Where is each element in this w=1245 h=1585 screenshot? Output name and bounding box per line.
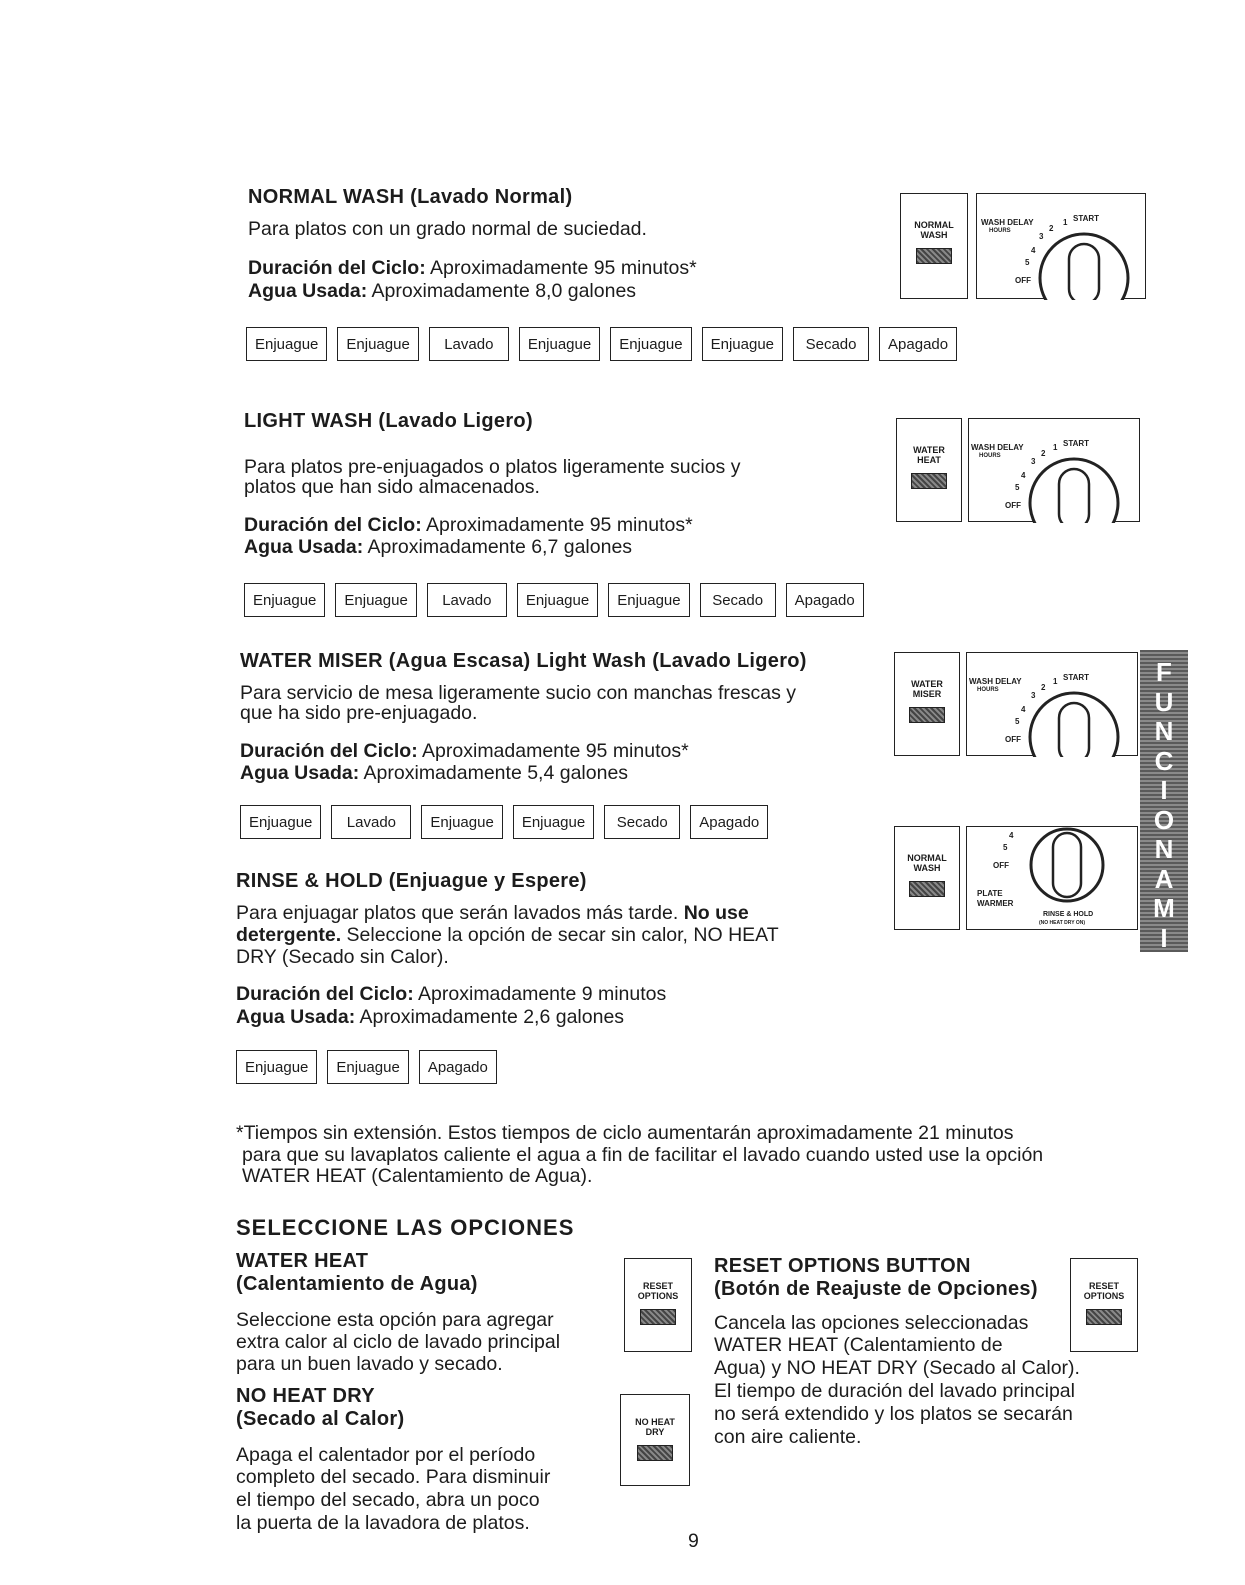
step-box: Lavado — [331, 805, 411, 839]
reset-line: WATER HEAT (Calentamiento de — [714, 1334, 1003, 1356]
water-miser-button[interactable] — [909, 707, 945, 723]
normal-wash-button-panel — [900, 193, 968, 299]
step-box: Enjuague — [244, 583, 325, 617]
water-miser-button-panel — [894, 652, 960, 756]
cycle-value: Aproximadamente 95 minutos* — [421, 514, 693, 536]
rinse-hold-cycle — [236, 983, 666, 1005]
cycle-value: Aproximadamente 9 minutos — [413, 983, 667, 1005]
cycle-value: Aproximadamente 95 minutos* — [425, 257, 697, 279]
side-tab-letter: C — [1154, 745, 1174, 776]
water-heat-title: WATER HEAT — [236, 1250, 369, 1272]
reset-subtitle: (Botón de Reajuste de Opciones) — [714, 1278, 1038, 1300]
side-tab-letter: F — [1156, 657, 1172, 687]
step-box: Enjuague — [335, 583, 416, 617]
dial-number: 1 — [1063, 218, 1068, 227]
dial-number: 5 — [1015, 717, 1020, 726]
step-box: Secado — [793, 327, 869, 361]
step-box: Enjuague — [236, 1050, 317, 1084]
reset-line: El tiempo de duración del lavado principal — [714, 1380, 1075, 1402]
plate-warmer-label: PLATE WARMER — [977, 889, 1014, 908]
delay-label: WASH DELAY — [971, 443, 1024, 452]
water-value: Aproximadamente 5,4 galones — [359, 762, 629, 784]
normal-wash-steps — [246, 327, 957, 361]
desc-text: Seleccione la opción de secar sin calor, NO HEAT — [341, 924, 779, 946]
off-label: OFF — [1005, 735, 1021, 744]
button-label: WATER HEAT — [913, 445, 945, 465]
dial-number: 3 — [1031, 457, 1036, 466]
no-heat-dry-title: NO HEAT DRY — [236, 1385, 375, 1407]
wash-delay-dial-panel — [966, 652, 1138, 756]
step-box: Enjuague — [240, 805, 321, 839]
rinse-hold-desc-3: DRY (Secado sin Calor). — [236, 946, 449, 968]
normal-wash-button[interactable] — [909, 881, 945, 897]
dial-knob-icon[interactable] — [1025, 827, 1109, 911]
step-box: Lavado — [429, 327, 509, 361]
water-heat-line: extra calor al ciclo de lavado principal — [236, 1331, 561, 1353]
water-label: Agua Usada: — [236, 1006, 356, 1028]
step-box: Apagado — [879, 327, 957, 361]
side-tab-letter: N — [1154, 834, 1174, 864]
hours-label: HOURS — [977, 687, 999, 693]
normal-wash-desc: Para platos con un grado normal de suciedad. — [248, 218, 647, 240]
no-heat-dry-line: Apaga el calentador por el período — [236, 1444, 536, 1466]
water-miser-water — [240, 762, 628, 784]
rinse-hold-steps — [236, 1050, 497, 1084]
side-tab-letter: N — [1154, 716, 1174, 746]
step-box: Enjuague — [513, 805, 594, 839]
step-box: Apagado — [690, 805, 768, 839]
rinse-hold-dial-panel — [966, 826, 1138, 930]
light-wash-desc-1: Para platos pre-enjuagados o platos ligeramente sucios y — [244, 456, 741, 478]
footnote-line-1: *Tiempos sin extensión. Estos tiempos de ciclo aumentarán aproximadamente 21 minutos — [236, 1122, 1014, 1144]
reset-line: Agua) y NO HEAT DRY (Secado al Calor). — [714, 1357, 1080, 1379]
page-number: 9 — [688, 1530, 699, 1552]
start-label: START — [1063, 439, 1090, 448]
footnote-line-2: para que su lavaplatos caliente el agua a fin de facilitar el lavado cuando usted use la opción — [242, 1144, 1044, 1166]
normal-wash-cycle — [248, 257, 697, 279]
dial-knob-icon[interactable] — [1035, 230, 1133, 300]
reset-line: con aire caliente. — [714, 1426, 862, 1448]
water-heat-button[interactable] — [911, 473, 947, 489]
reset-options-button[interactable] — [1086, 1309, 1122, 1325]
water-value: Aproximadamente 6,7 galones — [363, 536, 633, 558]
water-miser-title: WATER MISER (Agua Escasa) Light Wash (Lavado Ligero) — [240, 650, 807, 672]
button-label: NORMAL WASH — [907, 853, 947, 873]
off-label: OFF — [1005, 501, 1021, 510]
dial-number: 3 — [1031, 691, 1036, 700]
water-miser-cycle — [240, 740, 689, 762]
dial-number: 4 — [1021, 705, 1026, 714]
start-label: START — [1063, 673, 1090, 682]
water-label: Agua Usada: — [248, 280, 368, 302]
dial-knob-icon[interactable] — [1025, 689, 1123, 757]
side-tab-letter: O — [1153, 804, 1175, 835]
light-wash-steps — [244, 583, 864, 617]
dial-number: 4 — [1009, 831, 1014, 840]
desc-text: Para enjuagar platos que serán lavados más tarde. — [236, 902, 684, 924]
no-heat-dry-line: el tiempo del secado, abra un poco — [236, 1489, 540, 1511]
step-box: Enjuague — [610, 327, 691, 361]
button-label: RESET OPTIONS — [1083, 1281, 1125, 1301]
button-label: RESET OPTIONS — [637, 1281, 679, 1301]
delay-label: WASH DELAY — [981, 218, 1034, 227]
rinse-hold-desc-2 — [236, 924, 779, 946]
cycle-label: Duración del Ciclo: — [240, 740, 418, 762]
side-tab-letter: E — [1155, 952, 1173, 982]
step-box: Apagado — [786, 583, 864, 617]
footnote-line-3: WATER HEAT (Calentamiento de Agua). — [242, 1165, 593, 1187]
dial-number: 5 — [1015, 483, 1020, 492]
no-heat-dry-line: la puerta de la lavadora de platos. — [236, 1512, 530, 1534]
step-box: Lavado — [427, 583, 507, 617]
delay-label: WASH DELAY — [969, 677, 1022, 686]
wash-delay-dial-panel — [968, 418, 1140, 522]
no-heat-dry-subtitle: (Secado al Calor) — [236, 1408, 405, 1430]
reset-options-button[interactable] — [640, 1309, 676, 1325]
off-label: OFF — [1015, 276, 1031, 285]
step-box: Enjuague — [337, 327, 418, 361]
step-box: Enjuague — [702, 327, 783, 361]
side-tab-letter: O — [1153, 1040, 1175, 1071]
dial-number: 4 — [1021, 471, 1026, 480]
dial-knob-icon[interactable] — [1025, 455, 1123, 523]
light-wash-water — [244, 536, 632, 558]
no-heat-dry-button-panel — [620, 1394, 690, 1486]
dial-number: 1 — [1053, 677, 1058, 686]
cycle-label: Duración del Ciclo: — [248, 257, 426, 279]
cycle-label: Duración del Ciclo: — [236, 983, 414, 1005]
wash-delay-dial-panel — [976, 193, 1146, 299]
step-box: Secado — [700, 583, 776, 617]
light-wash-cycle — [244, 514, 693, 536]
water-label: Agua Usada: — [244, 536, 364, 558]
rinse-hold-title: RINSE & HOLD (Enjuague y Espere) — [236, 870, 587, 892]
normal-wash-button[interactable] — [916, 248, 952, 264]
rinse-hold-desc-1 — [236, 902, 749, 924]
reset-title: RESET OPTIONS BUTTON — [714, 1255, 971, 1277]
side-tab-letter: N — [1154, 981, 1174, 1012]
dial-number: 1 — [1053, 443, 1058, 452]
step-box: Secado — [604, 805, 680, 839]
water-heat-line: Seleccione esta opción para agregar — [236, 1309, 554, 1331]
button-label: NO HEAT DRY — [635, 1417, 675, 1437]
side-tab-letter: T — [1156, 1011, 1172, 1041]
cycle-label: Duración del Ciclo: — [244, 514, 422, 536]
options-heading: SELECCIONE LAS OPCIONES — [236, 1215, 575, 1240]
step-box: Enjuague — [517, 583, 598, 617]
water-heat-line: para un buen lavado y secado. — [236, 1353, 503, 1375]
water-miser-desc-1: Para servicio de mesa ligeramente sucio con manchas frescas y — [240, 682, 796, 704]
no-heat-dry-line: completo del secado. Para disminuir — [236, 1466, 551, 1488]
reset-options-button-panel — [1070, 1258, 1138, 1352]
step-box: Enjuague — [246, 327, 327, 361]
dial-number: 5 — [1025, 258, 1030, 267]
normal-wash-button-panel — [894, 826, 960, 930]
step-box: Enjuague — [327, 1050, 408, 1084]
off-label: OFF — [993, 861, 1009, 870]
side-tab-letter: I — [1160, 922, 1168, 953]
water-value: Aproximadamente 2,6 galones — [355, 1006, 625, 1028]
no-heat-dry-label: (NO HEAT DRY ON) — [1039, 920, 1086, 926]
side-tab-letter: U — [1154, 686, 1174, 717]
step-box: Enjuague — [421, 805, 502, 839]
button-label: NORMAL WASH — [914, 220, 954, 240]
no-heat-dry-button[interactable] — [637, 1445, 673, 1461]
light-wash-desc-2: platos que han sido almacenados. — [244, 476, 540, 498]
dial-number: 4 — [1031, 246, 1036, 255]
hours-label: HOURS — [989, 228, 1011, 234]
side-tab-letter: I — [1160, 775, 1168, 805]
dial-number: 2 — [1041, 683, 1046, 692]
cycle-value: Aproximadamente 95 minutos* — [417, 740, 689, 762]
section-side-tab — [1140, 650, 1188, 1071]
hours-label: HOURS — [979, 453, 1001, 459]
water-label: Agua Usada: — [240, 762, 360, 784]
step-box: Enjuague — [608, 583, 689, 617]
side-tab-letter: A — [1154, 863, 1174, 894]
water-heat-subtitle: (Calentamiento de Agua) — [236, 1273, 478, 1295]
reset-line: Cancela las opciones seleccionadas — [714, 1312, 1029, 1334]
light-wash-title: LIGHT WASH (Lavado Ligero) — [244, 410, 533, 432]
dial-number: 5 — [1003, 843, 1008, 852]
desc-warning: No use — [683, 902, 749, 924]
side-tab-letters — [1140, 650, 1188, 1071]
rinse-hold-water — [236, 1006, 624, 1028]
start-label: START — [1073, 214, 1100, 223]
reset-options-button-panel — [624, 1258, 692, 1352]
water-miser-steps — [240, 805, 768, 839]
normal-wash-title: NORMAL WASH (Lavado Normal) — [248, 186, 573, 208]
rinse-hold-label: RINSE & HOLD — [1043, 911, 1094, 918]
step-box: Apagado — [419, 1050, 497, 1084]
dial-number: 3 — [1039, 232, 1044, 241]
normal-wash-water — [248, 280, 636, 302]
desc-warning: detergente. — [236, 924, 342, 946]
side-tab-letter: M — [1153, 893, 1175, 923]
water-heat-button-panel — [896, 418, 962, 522]
dial-number: 2 — [1041, 449, 1046, 458]
water-value: Aproximadamente 8,0 galones — [367, 280, 637, 302]
water-miser-desc-2: que ha sido pre-enjuagado. — [240, 702, 478, 724]
step-box: Enjuague — [519, 327, 600, 361]
dial-number: 2 — [1049, 224, 1054, 233]
reset-line: no será extendido y los platos se secarán — [714, 1403, 1073, 1425]
button-label: WATER MISER — [911, 679, 943, 699]
